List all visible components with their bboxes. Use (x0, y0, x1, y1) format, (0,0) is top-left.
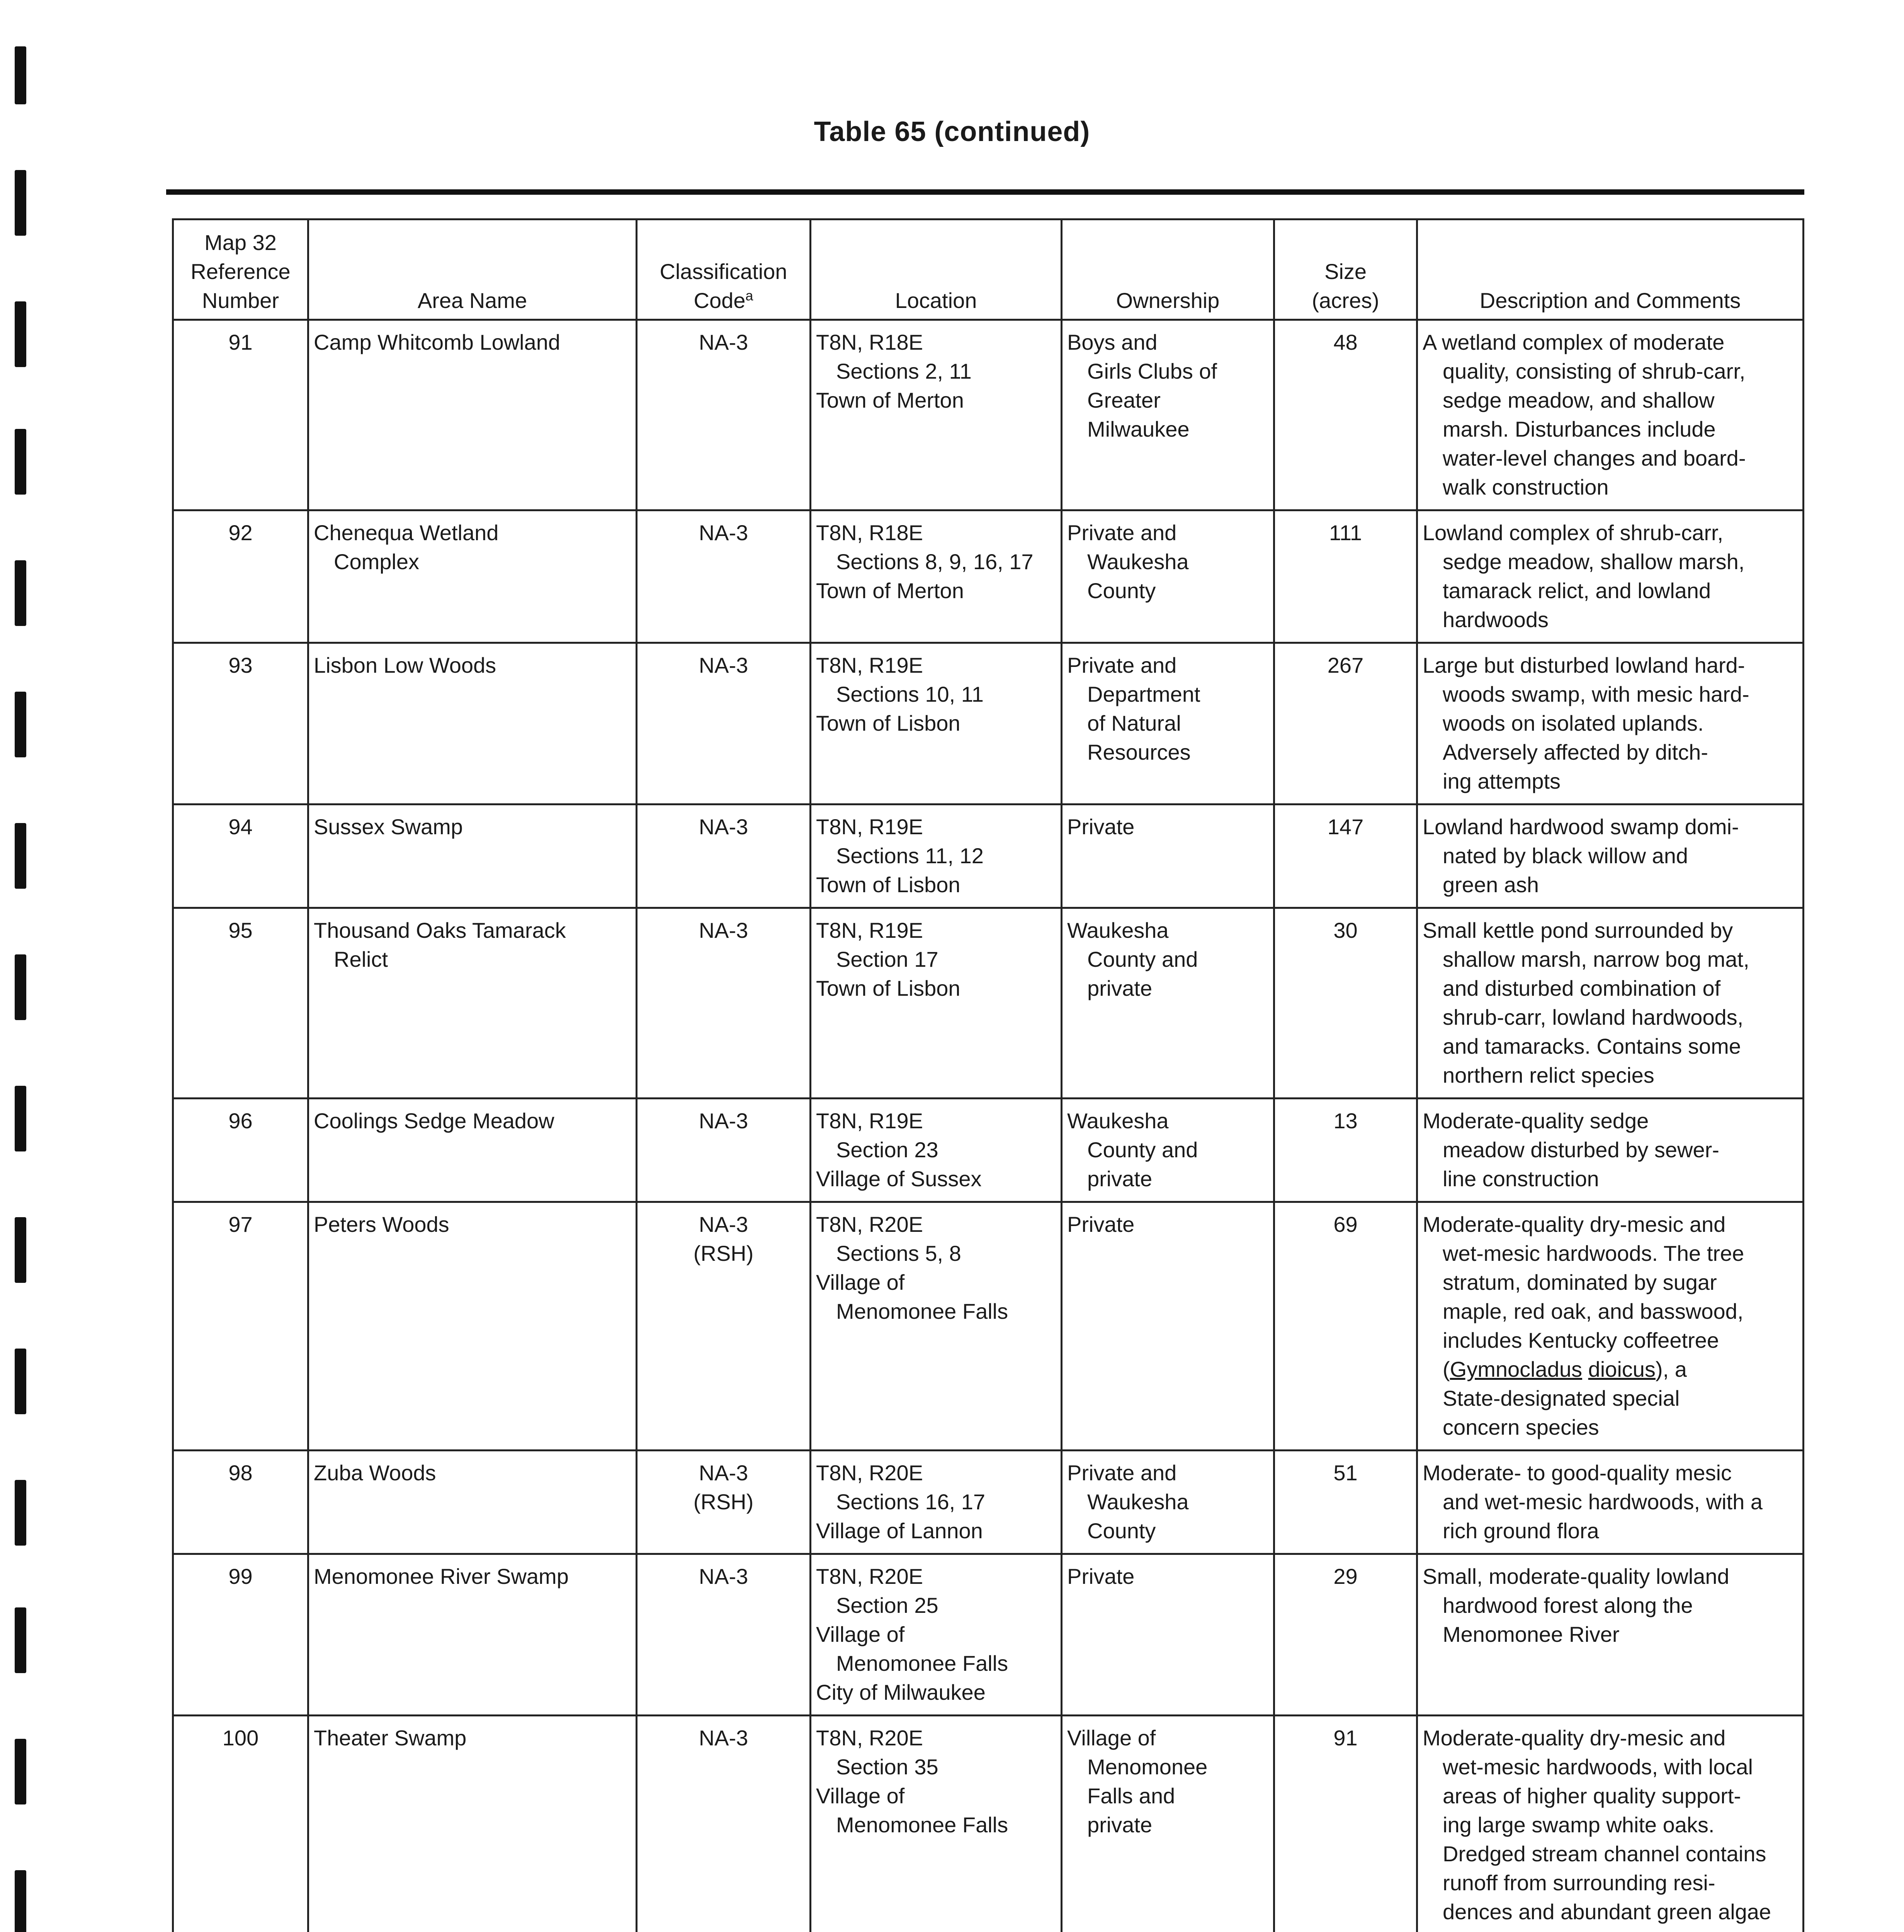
title-rule (166, 189, 1804, 195)
header-area-name: Area Name (308, 219, 637, 320)
table-row (173, 320, 1804, 510)
classification-code-cell: NA-3 (637, 1099, 811, 1202)
location-cell: T8N, R20E Section 25 Village of Menomonee Falls City of Milwaukee (811, 1554, 1062, 1716)
location-cell: T8N, R19E Section 17 Town of Lisbon (811, 908, 1062, 1099)
size-cell: 13 (1274, 1099, 1417, 1202)
classification-code-cell: NA-3 (637, 1716, 811, 1932)
punch-mark (15, 1607, 26, 1673)
ownership-cell: Private and Department of Natural Resources (1062, 643, 1274, 804)
punch-mark (15, 1349, 26, 1414)
table-header-row (173, 219, 1804, 320)
classification-code-cell: NA-3 (637, 1554, 811, 1716)
area-name-cell: Theater Swamp (308, 1716, 637, 1932)
table-title: Table 65 (continued) (814, 116, 1090, 147)
ref-number-cell: 95 (173, 908, 308, 1099)
table-row (173, 1099, 1804, 1202)
header-ref-number: Map 32 Reference Number (173, 219, 308, 320)
punch-mark (15, 429, 26, 495)
ownership-cell: Private (1062, 1554, 1274, 1716)
size-cell: 91 (1274, 1716, 1417, 1932)
footnote-marker: a (745, 287, 753, 304)
header-ownership: Ownership (1062, 219, 1274, 320)
table-row (173, 804, 1804, 908)
size-cell: 267 (1274, 643, 1417, 804)
table-row (173, 643, 1804, 804)
area-name-cell: Sussex Swamp (308, 804, 637, 908)
description-cell: Moderate- to good-quality mesic and wet-mesic hardwoods, with a rich ground flora (1417, 1451, 1804, 1554)
ownership-cell: Waukesha County and private (1062, 908, 1274, 1099)
ownership-cell: Private and Waukesha County (1062, 510, 1274, 643)
classification-code-cell: NA-3 (637, 908, 811, 1099)
header-size: Size (acres) (1274, 219, 1417, 320)
ownership-cell: Village of Menomonee Falls and private (1062, 1716, 1274, 1932)
ref-number-cell: 91 (173, 320, 308, 510)
ref-number-cell: 97 (173, 1202, 308, 1451)
ref-number-cell: 92 (173, 510, 308, 643)
punch-mark (15, 1217, 26, 1283)
classification-code-cell: NA-3 (637, 643, 811, 804)
location-cell: T8N, R19E Sections 11, 12 Town of Lisbon (811, 804, 1062, 908)
ref-number-cell: 93 (173, 643, 308, 804)
description-cell: Small, moderate-quality lowland hardwood forest along the Menomonee River (1417, 1554, 1804, 1716)
area-name-cell: Camp Whitcomb Lowland (308, 320, 637, 510)
classification-code-cell: NA-3 (637, 804, 811, 908)
area-name-cell: Chenequa Wetland Complex (308, 510, 637, 643)
size-cell: 147 (1274, 804, 1417, 908)
description-cell: Moderate-quality dry-mesic and wet-mesic hardwoods, with local areas of higher quality support- ing large swamp white oaks. Dredged stream channel contains runoff from surrounding resi- dences and abundant green algae (1417, 1716, 1804, 1932)
classification-code-cell: NA-3 (637, 320, 811, 510)
table-row (173, 1716, 1804, 1932)
natural-areas-table (172, 218, 1804, 1932)
punch-mark (15, 46, 26, 104)
area-name-cell: Zuba Woods (308, 1451, 637, 1554)
size-cell: 29 (1274, 1554, 1417, 1716)
ownership-cell: Boys and Girls Clubs of Greater Milwaukee (1062, 320, 1274, 510)
punch-mark (15, 954, 26, 1020)
size-cell: 69 (1274, 1202, 1417, 1451)
ownership-cell: Private and Waukesha County (1062, 1451, 1274, 1554)
location-cell: T8N, R18E Sections 8, 9, 16, 17 Town of Merton (811, 510, 1062, 643)
description-cell: Large but disturbed lowland hard- woods swamp, with mesic hard- woods on isolated uplands. Adversely affected by ditch- ing attempts (1417, 643, 1804, 804)
punch-mark (15, 692, 26, 757)
location-cell: T8N, R20E Sections 16, 17 Village of Lannon (811, 1451, 1062, 1554)
ref-number-cell: 96 (173, 1099, 308, 1202)
classification-code-cell: NA-3 (RSH) (637, 1202, 811, 1451)
punch-mark (15, 1480, 26, 1546)
scientific-species: dioicus (1588, 1357, 1656, 1381)
scientific-genus: Gymnocladus (1450, 1357, 1583, 1381)
area-name-cell: Thousand Oaks Tamarack Relict (308, 908, 637, 1099)
location-cell: T8N, R20E Sections 5, 8 Village of Menomonee Falls (811, 1202, 1062, 1451)
description-cell: A wetland complex of moderate quality, consisting of shrub-carr, sedge meadow, and shallow marsh. Disturbances include water-level changes and board- walk construction (1417, 320, 1804, 510)
punch-mark (15, 1870, 26, 1932)
header-classification-code: Classification Code$^a$ (637, 219, 811, 320)
punch-mark (15, 301, 26, 367)
ref-number-cell: 99 (173, 1554, 308, 1716)
header-location: Location (811, 219, 1062, 320)
area-name-cell: Coolings Sedge Meadow (308, 1099, 637, 1202)
location-cell: T8N, R19E Section 23 Village of Sussex (811, 1099, 1062, 1202)
size-cell: 48 (1274, 320, 1417, 510)
ownership-cell: Private (1062, 1202, 1274, 1451)
ref-number-cell: 100 (173, 1716, 308, 1932)
punch-mark (15, 1739, 26, 1804)
description-cell: Lowland complex of shrub-carr, sedge meadow, shallow marsh, tamarack relict, and lowland hardwoods (1417, 510, 1804, 643)
table-row (173, 1202, 1804, 1451)
location-cell: T8N, R20E Section 35 Village of Menomonee Falls (811, 1716, 1062, 1932)
punch-mark (15, 170, 26, 236)
classification-code-cell: NA-3 (637, 510, 811, 643)
size-cell: 111 (1274, 510, 1417, 643)
ownership-cell: Waukesha County and private (1062, 1099, 1274, 1202)
punch-mark (15, 560, 26, 626)
size-cell: 30 (1274, 908, 1417, 1099)
table-row (173, 510, 1804, 643)
area-name-cell: Menomonee River Swamp (308, 1554, 637, 1716)
location-cell: T8N, R18E Sections 2, 11 Town of Merton (811, 320, 1062, 510)
description-cell: Lowland hardwood swamp domi- nated by black willow and green ash (1417, 804, 1804, 908)
classification-code-cell: NA-3 (RSH) (637, 1451, 811, 1554)
ref-number-cell: 94 (173, 804, 308, 908)
table-row (173, 1554, 1804, 1716)
ownership-cell: Private (1062, 804, 1274, 908)
location-cell: T8N, R19E Sections 10, 11 Town of Lisbon (811, 643, 1062, 804)
punch-mark (15, 823, 26, 889)
header-description: Description and Comments (1417, 219, 1804, 320)
ref-number-cell: 98 (173, 1451, 308, 1554)
description-cell: Moderate-quality dry-mesic and wet-mesic hardwoods. The tree stratum, dominated by sugar maple, red oak, and basswood, includes Kentucky coffeetree (Gymnocladus dioicus), a State-designated special concern species (1417, 1202, 1804, 1451)
size-cell: 51 (1274, 1451, 1417, 1554)
area-name-cell: Peters Woods (308, 1202, 637, 1451)
table-row (173, 1451, 1804, 1554)
area-name-cell: Lisbon Low Woods (308, 643, 637, 804)
description-cell: Small kettle pond surrounded by shallow marsh, narrow bog mat, and disturbed combination of shrub-carr, lowland hardwoods, and tamaracks. Contains some northern relict species (1417, 908, 1804, 1099)
description-cell: Moderate-quality sedge meadow disturbed by sewer- line construction (1417, 1099, 1804, 1202)
punch-mark (15, 1086, 26, 1151)
table-row (173, 908, 1804, 1099)
